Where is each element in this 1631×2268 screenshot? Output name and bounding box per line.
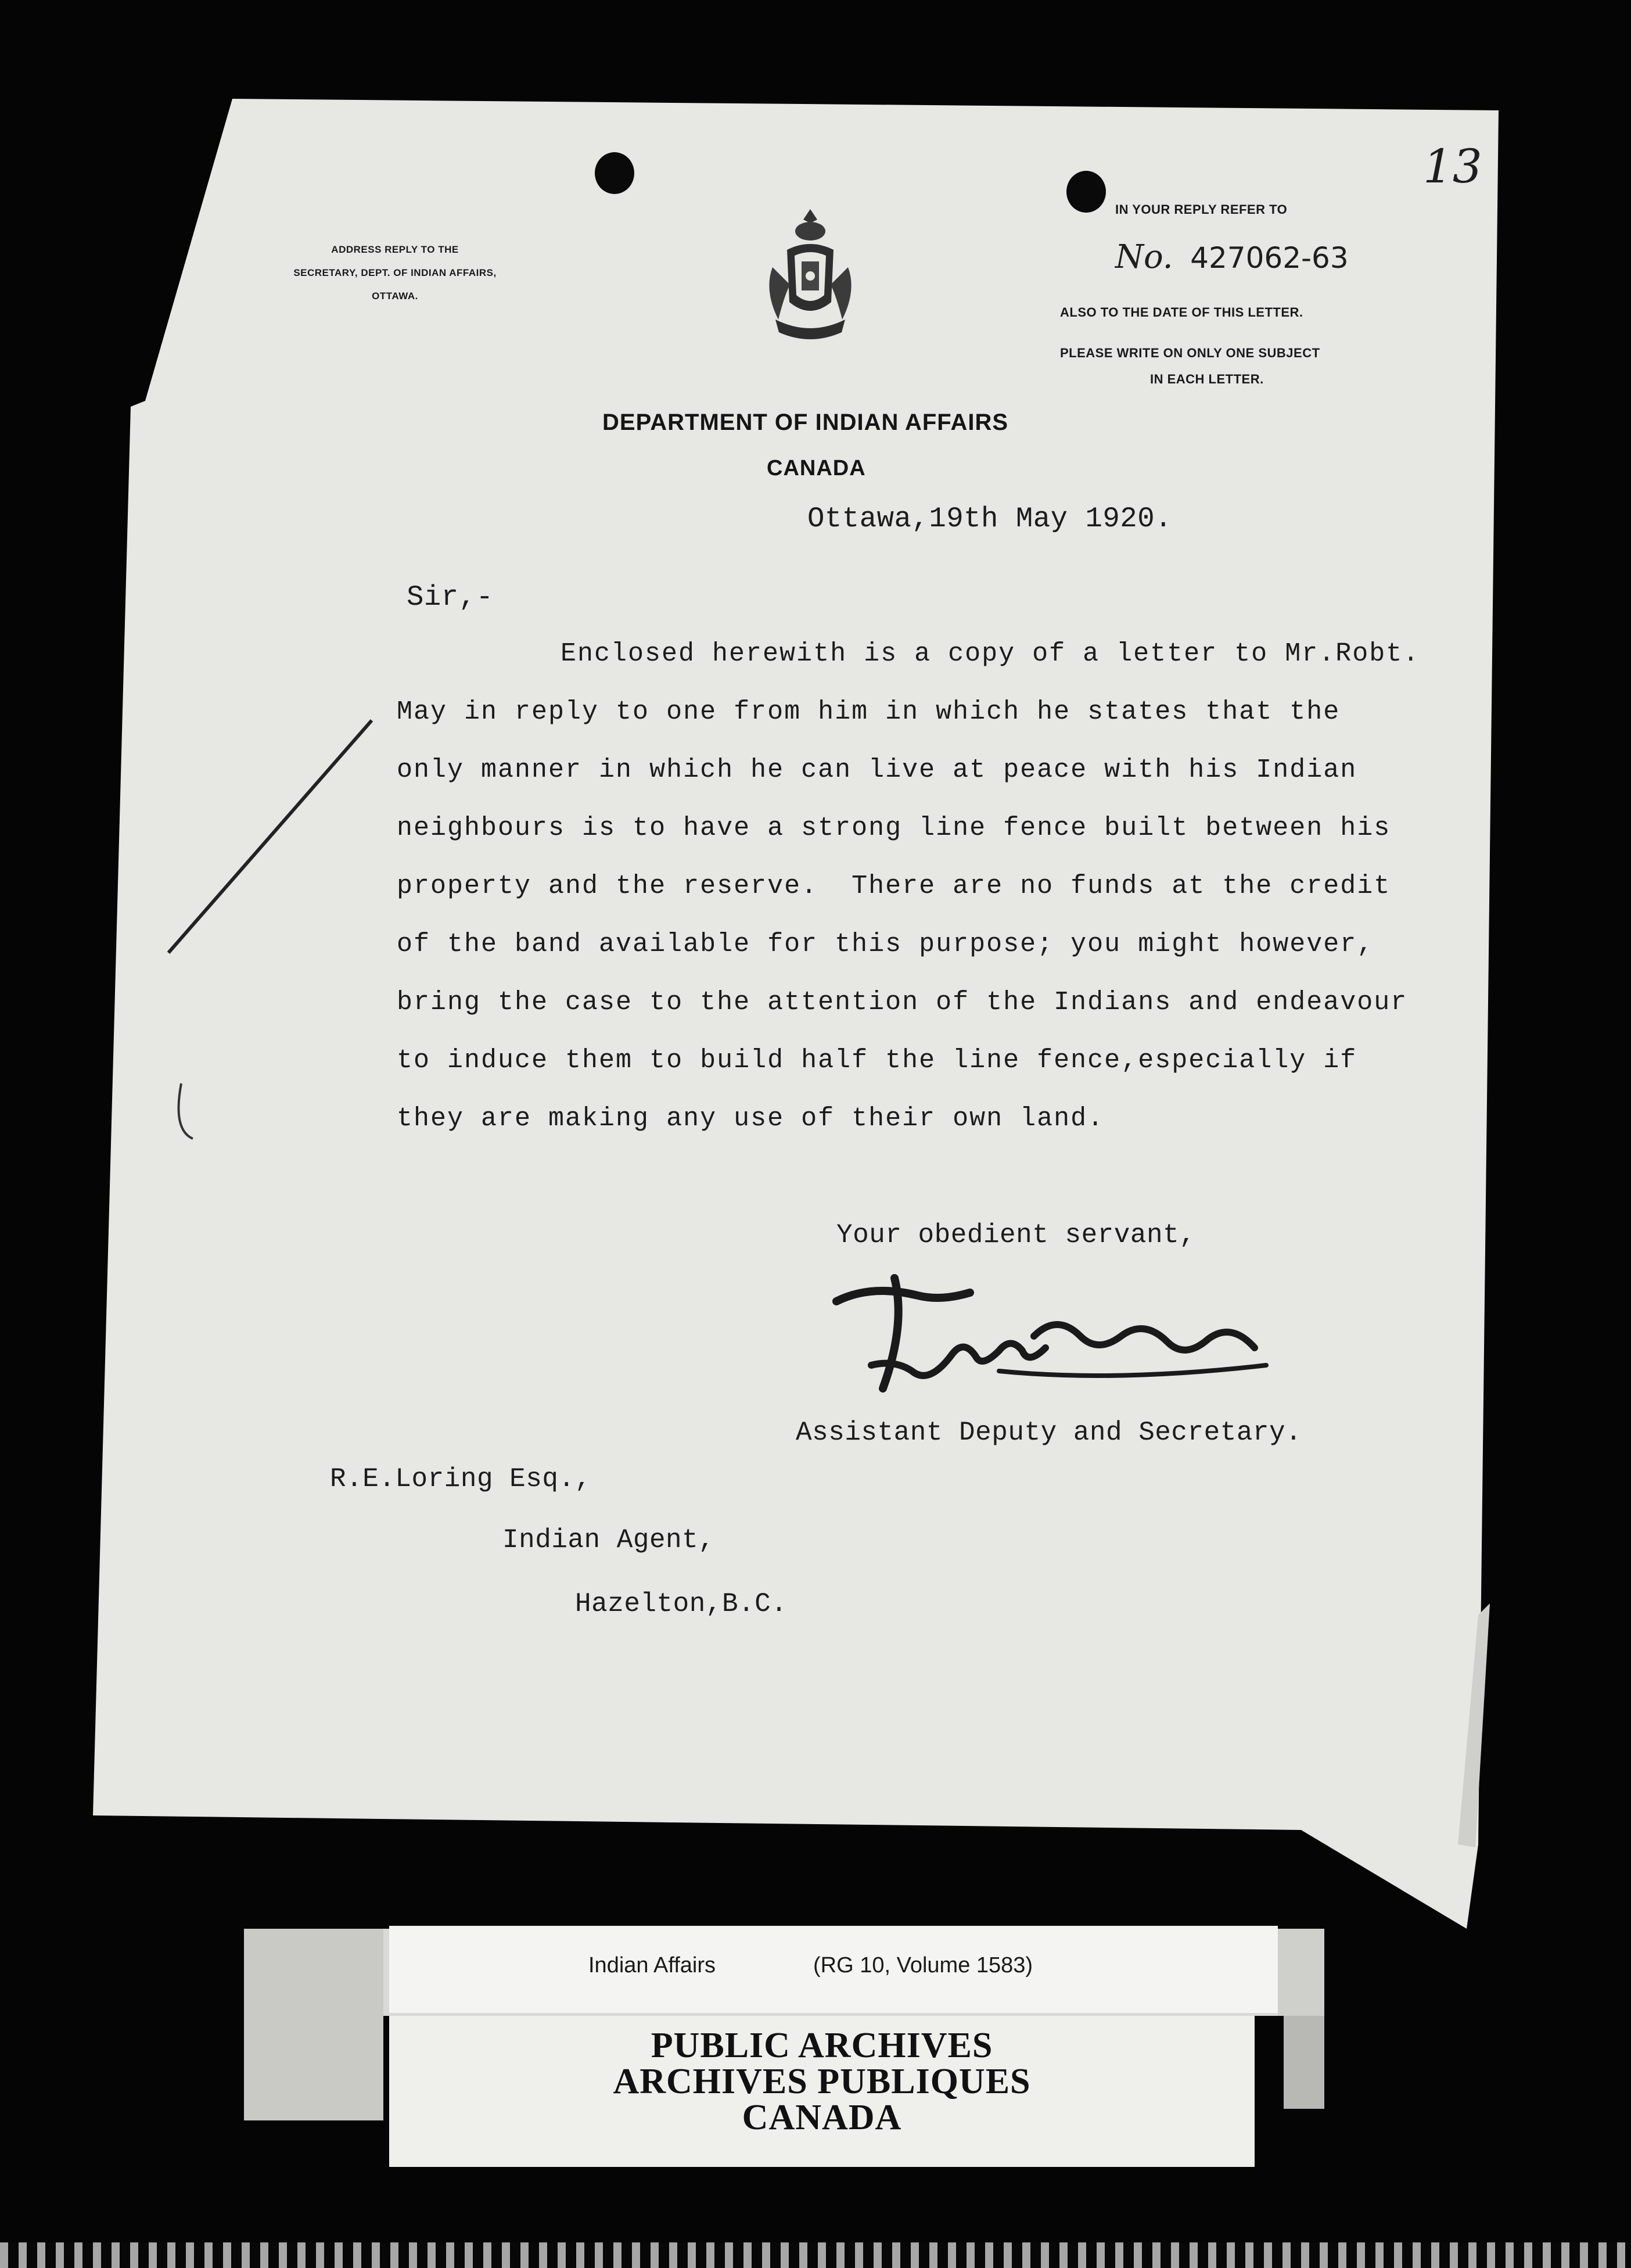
recipient-name: R.E.Loring Esq., — [330, 1464, 591, 1494]
body-line: Enclosed herewith is a copy of a letter to Mr.Robt. — [561, 639, 1420, 669]
reply-refer-text: IN YOUR REPLY REFER TO — [1115, 202, 1288, 217]
recipient-location: Hazelton,B.C. — [575, 1589, 788, 1619]
collection-name: Indian Affairs — [588, 1953, 716, 1978]
body-line: only manner in which he can live at peace with his Indian — [397, 755, 1357, 785]
body-line: they are making any use of their own land. — [397, 1104, 1105, 1133]
salutation: Sir,- — [407, 581, 494, 613]
archive-stamp-text — [389, 2027, 1255, 2136]
body-line: of the band available for this purpose; you might however, — [397, 930, 1374, 959]
date-reference-text: ALSO TO THE DATE OF THIS LETTER. — [1060, 305, 1303, 320]
file-number-line — [1115, 238, 1349, 276]
body-line: to induce them to build half the line fence,especially if — [397, 1046, 1357, 1075]
address-reply-line: ADDRESS REPLY TO THE — [331, 244, 459, 255]
one-subject-text: PLEASE WRITE ON ONLY ONE SUBJECT — [1060, 346, 1320, 360]
stamp-line: ARCHIVES PUBLIQUES — [613, 2062, 1031, 2101]
body-line: bring the case to the attention of the Indians and endeavour — [397, 988, 1408, 1017]
closing: Your obedient servant, — [836, 1220, 1196, 1250]
file-number: 427062-63 — [1190, 241, 1349, 275]
one-subject-text: IN EACH LETTER. — [1150, 372, 1264, 386]
coat-of-arms-icon — [761, 203, 860, 349]
file-number-prefix: No. — [1115, 238, 1173, 276]
signature — [825, 1266, 1348, 1406]
letter-date: Ottawa,19th May 1920. — [807, 503, 1173, 535]
film-strip-edge — [0, 2242, 1631, 2268]
stamp-line: PUBLIC ARCHIVES — [651, 2026, 993, 2065]
signer-title: Assistant Deputy and Secretary. — [796, 1418, 1302, 1448]
department-country: CANADA — [767, 456, 866, 480]
address-reply-line: OTTAWA. — [372, 290, 418, 302]
body-line: neighbours is to have a strong line fence built between his — [397, 813, 1391, 843]
archive-reference: (RG 10, Volume 1583) — [813, 1953, 1033, 1978]
stamp-line: CANADA — [742, 2098, 902, 2137]
body-line: property and the reserve. There are no funds at the credit — [397, 871, 1391, 901]
department-name: DEPARTMENT OF INDIAN AFFAIRS — [602, 410, 1009, 435]
address-reply-line: SECRETARY, DEPT. OF INDIAN AFFAIRS, — [293, 267, 497, 278]
address-reply-block — [250, 244, 540, 302]
body-line: May in reply to one from him in which he states that the — [397, 697, 1341, 727]
margin-pen-mark — [157, 709, 389, 1150]
recipient-title: Indian Agent, — [502, 1525, 715, 1555]
page-number: 13 — [1423, 139, 1482, 193]
